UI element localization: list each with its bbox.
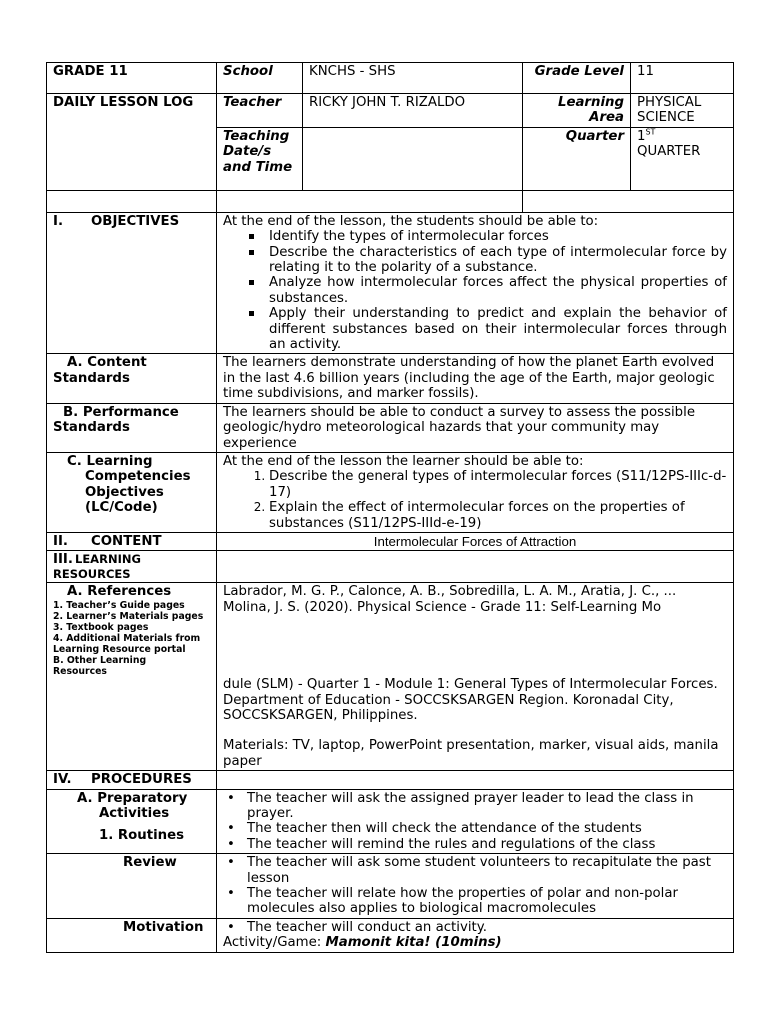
grade-level-value: 11	[631, 63, 734, 94]
citation-line: Labrador, M. G. P., Calonce, A. B., Sobredilla, L. A. M., Aratia, J. C., ...	[223, 584, 677, 600]
competencies-label-line: Objectives	[85, 484, 164, 500]
competencies-label	[47, 452, 217, 532]
list-item: • The teacher will ask the assigned prayer leader to lead the class in prayer.	[247, 791, 727, 822]
content-standards-text: The learners demonstrate understanding of how the planet Earth evolved in the last 4.6 billion years (including the age of the Earth, major geologic time subdivisions, and marker fossils).	[217, 354, 734, 403]
performance-standards-label-text: B. Performance Standards	[53, 404, 179, 436]
list-item: Identify the types of intermolecular forces	[269, 229, 727, 244]
teacher-label: Teacher	[217, 94, 303, 128]
section-title: PROCEDURES	[91, 772, 192, 788]
objectives-heading	[47, 212, 217, 354]
grade-level-label: Grade Level	[523, 63, 631, 94]
teacher-value: RICKY JOHN T. RIZALDO	[303, 94, 523, 128]
section-numeral: III.	[53, 552, 73, 568]
spacer-cell	[523, 190, 734, 212]
list-item: 2. Explain the effect of intermolecular forces on the properties of substances (S11/12PS-IIId-e-19)	[269, 500, 727, 531]
spacer-cell	[217, 190, 523, 212]
list-item: • The teacher then will check the attendance of the students	[247, 821, 727, 836]
list-item: • The teacher will conduct an activity.	[247, 920, 727, 935]
list-item: • The teacher will remind the rules and regulations of the class	[247, 837, 727, 852]
content-standards-label-text: A. Content Standards	[53, 355, 147, 386]
objectives-cell	[217, 212, 734, 354]
content-value: Intermolecular Forces of Attraction	[217, 532, 734, 550]
competencies-list	[223, 469, 727, 531]
teaching-dates-value	[303, 127, 523, 190]
list-item: • The teacher will ask some student volunteers to recapitulate the past lesson	[247, 855, 727, 886]
competencies-row	[47, 452, 734, 532]
doc-title-grade: GRADE 11	[47, 63, 217, 94]
review-label: Review	[123, 855, 177, 871]
review-cell	[217, 854, 734, 919]
objectives-list	[223, 229, 727, 352]
section-numeral: II.	[53, 533, 68, 549]
citation-line: Molina, J. S. (2020). Physical Science - Grade 11: Self-Learning Mo	[223, 599, 662, 615]
competencies-label-line: (LC/Code)	[85, 500, 158, 516]
reference-sub-item: 4. Additional Materials from Learning Resource portal	[53, 632, 201, 655]
motivation-cell	[217, 918, 734, 952]
section-title: CONTENT	[91, 533, 162, 549]
competencies-label-line: Competencies	[85, 469, 191, 485]
routines-cell	[217, 789, 734, 854]
header-row-teacher	[47, 94, 734, 128]
competencies-intro: At the end of the lesson the learner should be able to:	[223, 453, 584, 469]
learning-area-label: Learning Area	[523, 94, 631, 128]
reference-sub-item: 2. Learner’s Materials pages	[53, 610, 204, 622]
performance-text-line: geologic/hydro meteorological hazards that your community may experience	[223, 420, 660, 451]
content-row	[47, 532, 734, 550]
learning-area-value: PHYSICAL SCIENCE	[631, 94, 734, 128]
motivation-label: Motivation	[123, 919, 204, 935]
citation-gap	[223, 615, 727, 677]
performance-standards-row	[47, 403, 734, 452]
section-title: LEARNING RESOURCES	[53, 552, 141, 582]
performance-standards-text	[217, 403, 734, 452]
preparatory-label: Activities	[99, 806, 170, 821]
review-label-cell	[47, 854, 217, 919]
references-label: A. References	[67, 584, 172, 600]
materials-text: Materials: TV, laptop, PowerPoint presentation, marker, visual aids, manila paper	[223, 738, 719, 769]
doc-title-dll	[47, 94, 217, 191]
citation-line: dule (SLM) - Quarter 1 - Module 1: General Types of Intermolecular Forces. Department of Education - SOCCSKSARGEN Region. Koronadal City, SOCCSKSARGEN, Philippines.	[223, 677, 718, 723]
list-item: 1. Describe the general types of intermolecular forces (S11/12PS-IIIc-d-17)	[269, 469, 727, 500]
doc-title-text: DAILY LESSON LOG	[53, 95, 194, 110]
activity-line	[223, 935, 727, 950]
quarter-number: 1	[637, 128, 646, 144]
procedures-heading	[47, 771, 217, 789]
quarter-label: Quarter	[523, 127, 631, 190]
list-item: Analyze how intermolecular forces affect the physical properties of substances.	[269, 275, 727, 306]
section-numeral: IV.	[53, 772, 72, 788]
motivation-list	[223, 920, 727, 935]
section-numeral: I.	[53, 213, 63, 229]
reference-sub-item: 1. Teacher’s Guide pages	[53, 599, 185, 611]
review-row	[47, 854, 734, 919]
school-label: School	[217, 63, 303, 94]
citation-gap	[223, 723, 727, 738]
motivation-row	[47, 918, 734, 952]
activity-prefix: Activity/Game:	[223, 935, 326, 951]
motivation-label-cell	[47, 918, 217, 952]
routines-row	[47, 789, 734, 854]
references-cell	[217, 583, 734, 771]
procedures-empty	[217, 771, 734, 789]
objectives-intro: At the end of the lesson, the students should be able to:	[223, 213, 599, 229]
quarter-word: QUARTER	[637, 144, 701, 160]
objectives-row	[47, 212, 734, 354]
daily-lesson-log	[46, 62, 733, 953]
list-item: Apply their understanding to predict and explain the behavior of different substances based on their intermolecular forces through an activity.	[269, 306, 727, 353]
lesson-log-table	[46, 62, 734, 953]
header-row-school	[47, 63, 734, 94]
list-item: Describe the characteristics of each type of intermolecular force by relating it to the polarity of a substance.	[269, 244, 727, 276]
learning-resources-heading	[47, 551, 217, 583]
reference-sub-item: 3. Textbook pages	[53, 621, 149, 633]
preparatory-label: A. Preparatory	[77, 790, 188, 806]
quarter-suffix: ST	[645, 127, 656, 137]
activity-name: Mamonit kita! (10mins)	[325, 935, 502, 951]
procedures-row	[47, 771, 734, 789]
quarter-value	[631, 127, 734, 190]
routines-list	[223, 791, 727, 853]
review-list	[223, 855, 727, 917]
competencies-cell	[217, 452, 734, 532]
references-row	[47, 583, 734, 771]
learning-resources-empty	[217, 551, 734, 583]
references-label-cell	[47, 583, 217, 771]
reference-sub-item: B. Other Learning Resources	[53, 654, 147, 677]
routines-label-cell	[47, 789, 217, 854]
performance-standards-label	[47, 403, 217, 452]
section-title: OBJECTIVES	[91, 213, 180, 229]
teaching-dates-label: Teaching Date/s and Time	[217, 127, 303, 190]
learning-resources-row	[47, 551, 734, 583]
content-standards-label	[47, 354, 217, 403]
header-spacer-row	[47, 190, 734, 212]
school-value: KNCHS - SHS	[303, 63, 523, 94]
content-standards-row	[47, 354, 734, 403]
performance-text-line: The learners should be able to conduct a survey to assess the possible	[223, 404, 696, 420]
spacer-cell	[47, 190, 217, 212]
list-item: • The teacher will relate how the properties of polar and non-polar molecules also applies to biological macromolecules	[247, 886, 727, 917]
content-heading	[47, 532, 217, 550]
routines-label: 1. Routines	[99, 828, 185, 844]
competencies-label-line: C. Learning	[67, 453, 153, 469]
